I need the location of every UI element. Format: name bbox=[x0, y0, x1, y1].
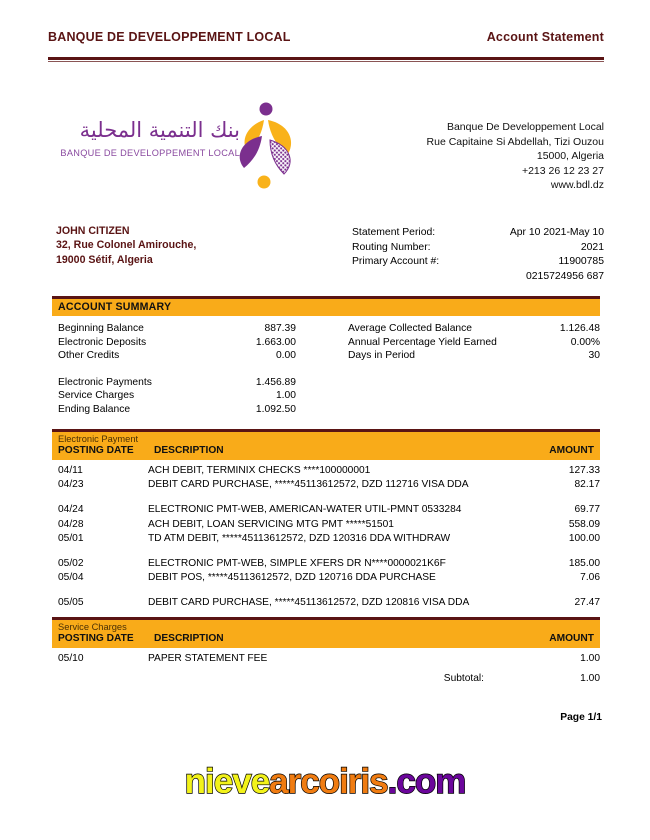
table-row bbox=[52, 478, 600, 492]
bank-address-line1: Banque De Developpement Local bbox=[446, 121, 604, 133]
summary-value: 0.00 bbox=[275, 350, 296, 362]
watermark-part1: nieve bbox=[184, 762, 270, 801]
watermark-part2: arcoiris bbox=[269, 762, 388, 801]
row-amount: 69.77 bbox=[574, 504, 600, 516]
summary-row bbox=[348, 336, 600, 350]
summary-label: Other Credits bbox=[58, 350, 120, 362]
col-header-amount: AMOUNT bbox=[549, 633, 594, 644]
electronic-payment-label: Electronic Payment bbox=[58, 434, 139, 444]
watermark bbox=[0, 762, 650, 802]
row-description: TD ATM DEBIT, *****45113612572, DZD 120316 DDA WITHDRAW bbox=[148, 532, 451, 544]
row-amount: 558.09 bbox=[568, 518, 600, 530]
row-description: DEBIT POS, *****45113612572, DZD 120716 DDA PURCHASE bbox=[148, 572, 436, 584]
col-header-description: DESCRIPTION bbox=[154, 633, 224, 644]
table-row bbox=[52, 518, 600, 532]
summary-label: Annual Percentage Yield Earned bbox=[348, 336, 497, 348]
statement-meta bbox=[352, 226, 604, 284]
table-row bbox=[52, 652, 600, 666]
bank-phone: +213 26 12 23 27 bbox=[521, 164, 604, 177]
electronic-payment-section bbox=[52, 429, 600, 637]
bank-address-line3: 15000, Algeria bbox=[536, 150, 604, 163]
service-charges-section bbox=[52, 617, 600, 686]
row-date: 05/01 bbox=[58, 532, 84, 544]
summary-left-column bbox=[52, 322, 326, 417]
bank-logo bbox=[48, 100, 298, 188]
row-date: 05/04 bbox=[58, 572, 84, 584]
row-date: 04/24 bbox=[58, 504, 84, 516]
row-amount: 82.17 bbox=[574, 479, 600, 491]
table-row bbox=[52, 571, 600, 585]
meta-value: Apr 10 2021-May 10 bbox=[509, 227, 604, 238]
summary-row bbox=[58, 403, 326, 417]
table-row bbox=[52, 464, 600, 478]
summary-row bbox=[58, 349, 326, 363]
customer-address-line2: 19000 Sétif, Algeria bbox=[56, 253, 153, 266]
summary-label: Electronic Payments bbox=[58, 376, 152, 388]
meta-secondary-account: 0215724956 687 bbox=[525, 270, 604, 282]
header-document-title: Account Statement bbox=[486, 30, 604, 44]
row-date: 05/02 bbox=[58, 558, 84, 570]
account-summary-bar bbox=[52, 299, 600, 316]
summary-row bbox=[348, 322, 600, 336]
account-summary-title: ACCOUNT SUMMARY bbox=[58, 301, 172, 313]
meta-label: Primary Account #: bbox=[352, 256, 440, 268]
row-amount: 100.00 bbox=[568, 532, 600, 544]
col-header-posting-date: POSTING DATE bbox=[58, 445, 134, 456]
row-description: ACH DEBIT, LOAN SERVICING MTG PMT *****51501 bbox=[148, 518, 394, 530]
row-amount: 27.47 bbox=[574, 597, 600, 609]
summary-value: 1.456.89 bbox=[255, 376, 296, 388]
row-description: PAPER STATEMENT FEE bbox=[148, 653, 268, 664]
document-header bbox=[48, 30, 604, 44]
meta-label: Statement Period: bbox=[352, 227, 436, 238]
bank-address bbox=[427, 120, 604, 193]
electronic-payment-bar bbox=[52, 432, 600, 460]
summary-row bbox=[58, 376, 326, 390]
row-amount: 7.06 bbox=[580, 572, 600, 584]
row-date: 05/10 bbox=[58, 653, 84, 664]
meta-row bbox=[352, 241, 604, 256]
row-spacer bbox=[52, 546, 600, 557]
col-header-description: DESCRIPTION bbox=[154, 445, 224, 456]
electronic-payment-columns bbox=[58, 445, 594, 457]
bank-website: www.bdl.dz bbox=[550, 179, 604, 192]
logo-latin-text: BANQUE DE DEVELOPPEMENT LOCAL bbox=[60, 148, 240, 158]
summary-label: Service Charges bbox=[58, 390, 135, 402]
meta-value: 2021 bbox=[580, 241, 604, 253]
row-description: DEBIT CARD PURCHASE, *****45113612572, DZD 112716 VISA DDA bbox=[148, 479, 469, 491]
logo-arabic-text: بنك التنمية المحلية bbox=[79, 118, 240, 142]
summary-value: 30 bbox=[588, 350, 600, 362]
summary-label: Beginning Balance bbox=[58, 323, 144, 334]
col-header-posting-date: POSTING DATE bbox=[58, 633, 134, 644]
summary-label: Average Collected Balance bbox=[348, 323, 473, 334]
subtotal-value: 1.00 bbox=[580, 673, 600, 685]
row-amount: 185.00 bbox=[568, 558, 600, 570]
row-date: 04/23 bbox=[58, 479, 84, 491]
row-amount: 1.00 bbox=[580, 653, 600, 664]
summary-label: Days in Period bbox=[348, 350, 415, 362]
summary-label: Electronic Deposits bbox=[58, 336, 147, 348]
subtotal-row bbox=[52, 666, 600, 686]
summary-value: 1.092.50 bbox=[255, 403, 296, 415]
summary-value: 0.00% bbox=[570, 336, 600, 348]
electronic-payment-rows bbox=[52, 460, 600, 637]
row-spacer bbox=[52, 585, 600, 596]
row-spacer bbox=[52, 492, 600, 503]
row-description: ACH DEBIT, TERMINIX CHECKS ****100000001 bbox=[148, 465, 371, 476]
table-row bbox=[52, 503, 600, 517]
service-charges-rows bbox=[52, 648, 600, 686]
meta-row bbox=[352, 226, 604, 241]
row-description: ELECTRONIC PMT-WEB, AMERICAN-WATER UTIL-PMNT 0533284 bbox=[148, 504, 462, 516]
row-date: 04/11 bbox=[58, 465, 83, 476]
account-summary-body bbox=[52, 316, 600, 417]
summary-value: 1.00 bbox=[275, 390, 296, 402]
subtotal-label: Subtotal: bbox=[443, 673, 484, 685]
summary-spacer bbox=[58, 363, 326, 376]
meta-row bbox=[352, 255, 604, 270]
table-row bbox=[52, 532, 600, 546]
customer-name: JOHN CITIZEN bbox=[56, 225, 130, 237]
summary-row bbox=[58, 389, 326, 403]
service-charges-bar bbox=[52, 620, 600, 648]
row-description: DEBIT CARD PURCHASE, *****45113612572, DZD 120816 VISA DDA bbox=[148, 597, 470, 609]
table-row bbox=[52, 596, 600, 610]
meta-value: 11900785 bbox=[558, 256, 604, 268]
bank-address-line2: Rue Capitaine Si Abdellah, Tizi Ouzou bbox=[426, 135, 604, 148]
summary-row bbox=[58, 322, 326, 336]
service-charges-label: Service Charges bbox=[58, 622, 127, 632]
account-summary-section bbox=[52, 296, 600, 417]
header-divider bbox=[48, 57, 604, 60]
summary-value: 1.126.48 bbox=[559, 323, 600, 334]
watermark-part3: .com bbox=[387, 762, 466, 801]
customer-address-line1: 32, Rue Colonel Amirouche, bbox=[56, 239, 197, 252]
row-date: 05/05 bbox=[58, 597, 84, 609]
summary-label: Ending Balance bbox=[58, 403, 131, 415]
summary-value: 1.663.00 bbox=[255, 336, 296, 348]
service-charges-columns bbox=[58, 633, 594, 645]
summary-value: 887.39 bbox=[264, 323, 296, 334]
customer-block bbox=[56, 224, 196, 267]
row-amount: 127.33 bbox=[568, 465, 600, 476]
row-description: ELECTRONIC PMT-WEB, SIMPLE XFERS DR N****0000021K6F bbox=[148, 558, 446, 570]
page-number: Page 1/1 bbox=[560, 712, 602, 723]
meta-label: Routing Number: bbox=[352, 241, 431, 253]
logo-mark-icon bbox=[226, 100, 304, 192]
table-row bbox=[52, 557, 600, 571]
summary-right-column bbox=[326, 322, 600, 417]
row-date: 04/28 bbox=[58, 518, 84, 530]
summary-row bbox=[58, 336, 326, 350]
header-divider-thin bbox=[48, 61, 604, 62]
summary-row bbox=[348, 349, 600, 363]
header-bank-name: BANQUE DE DEVELOPPEMENT LOCAL bbox=[48, 30, 291, 44]
col-header-amount: AMOUNT bbox=[549, 445, 594, 456]
